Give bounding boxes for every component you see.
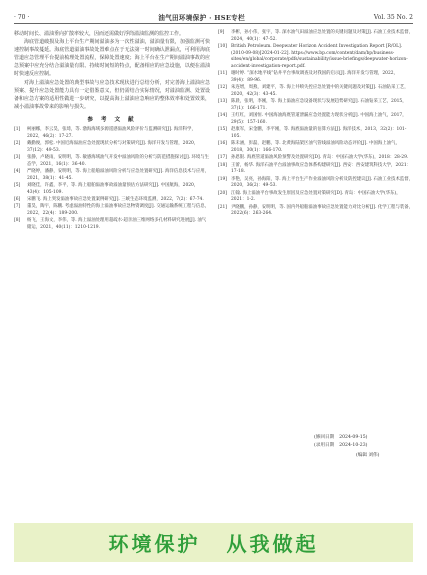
reference-item: [218, 141, 414, 154]
reference-item: [14, 183, 210, 196]
slogan-part-1: 环境保护: [108, 532, 201, 556]
slogan-text: [109, 528, 319, 557]
reference-number: [18]: [218, 162, 228, 168]
reference-text: 董昊，陶宇，陈鹏. 考虑溢油特性的海上溢油事故应急物资调度[J]. 交通运输系统工程与信息，2022，22(4)：189-200.: [27, 204, 210, 217]
reference-item: [14, 197, 210, 204]
reference-text: 杨飞，王海文，李伟，等. 海上溢油处理用超疏水-超亲油三维网络多孔材料研究进展[J]. 油气储运，2021，40(11)：1210-1219.: [27, 218, 207, 231]
reference-number: [11]: [218, 71, 228, 77]
reference-text: 江翰. 海上溢油平台事故发生原因及应急处置对策研究[D]. 青岛：中国石油大学(华东)，2021：1-2.: [231, 190, 401, 203]
page-number: · 70 ·: [14, 13, 30, 21]
accepted-date-value: 2024-10-23): [339, 443, 368, 448]
accepted-date: [314, 442, 367, 450]
reference-text: 李艳，吴亮，孙海阳，等. 海上平台生产作业溢油风险分析及防控建议[J]. 石油工业技术监督，2020，36(2)：49-53.: [231, 176, 414, 189]
revised-date: [314, 434, 367, 442]
reference-item: [218, 177, 414, 190]
body-paragraph: 海底管道破损及海上平台生产期间溢油多为一次性溢油，溢油量有限，加强监测可快速控制事故蔓延。海底管道溢油事故处置难点在于无法第一时间确认泄漏点，可利用海底管道应急管理平台提前梳理处置流程，保障处置速度；海上平台在生产期间溢油事故的应急预案中应充分结合溢油量有限、持续时间短的特点，配备相应的应急设施，以便在溢油时快速反应控制。: [14, 39, 210, 78]
reference-text: 柯丽娜，李云昊，张琦，等. 渤海海域多源遥感溢油风险评价与监测研究[J]. 海洋科学，2022，46(2)：17-27.: [27, 127, 196, 139]
reference-number: [12]: [218, 85, 228, 91]
right-column: [218, 30, 414, 219]
slogan-banner: [14, 523, 413, 562]
reference-number: [5]: [14, 183, 21, 189]
reference-number: [7]: [14, 204, 21, 210]
reference-text: 戴勤俊，郭松. 中国近海溢油应急处置现状分析与对策研究[J]. 海洋开发与管理，2020，37(12)：49-53.: [27, 141, 199, 153]
reference-item: [218, 30, 414, 43]
reference-text: 张静，卢晓雨，安明明，等. 敏感海域油气开发中溢油风险的分析与防范措施探讨[J]. 环境与生态学，2021，16(1)：36-40.: [27, 155, 210, 167]
reference-text: 刘晓佳，许鑫，李平，等. 海上船舶溢油事故溢油量预估方法研究[J]. 中国航海，2020，43(4)：105-109.: [27, 183, 199, 195]
reference-item: [218, 113, 414, 126]
reference-item: [14, 169, 210, 182]
reference-list-left: [14, 127, 210, 232]
slogan-part-2: 从我做起: [226, 532, 319, 556]
reference-item: [218, 191, 414, 204]
body-paragraph: 移动时间长、溢油垂向扩散率较大，因而还需做好浮筒溢油监测的监控工作。: [14, 31, 185, 37]
reference-number: [6]: [14, 197, 21, 203]
reference-item: [14, 155, 210, 168]
reference-number: [10]: [218, 44, 228, 49]
references-heading: 参 考 文 献: [87, 116, 137, 123]
reference-text: 赵康军，宋金鹏，李平刚，等. 海底溢油量的估算方法[J]. 海洋技术，2013，32(2)：101-105.: [231, 127, 407, 140]
left-column: [14, 30, 210, 232]
reference-item: [218, 71, 414, 84]
reference-number: [20]: [218, 190, 228, 196]
reference-number: [17]: [218, 155, 228, 161]
reference-number: [21]: [218, 204, 228, 210]
reference-text: 陈未涵，彭磊，赵鹏，等. 北黄海陆架区油气管线溢油风险动态评价[J]. 中国海上油气，2018，30(1)：166-170.: [231, 141, 400, 154]
reference-text: 谢时婷. “深水地平线”钻井平台事故调查及对我国的启示[J]. 海洋开发与管理，2022，39(4)：89-96.: [231, 71, 398, 84]
reference-item: [218, 163, 414, 176]
reference-item: [218, 85, 414, 98]
reference-text: 宋鹏飞. 海上突发溢油事故应急处置案例研究[J]. 三峡生态环境监测，2022，7(2)：67-74.: [27, 197, 204, 203]
revised-date-value: 2024-09-15): [339, 435, 368, 440]
reference-text: 尹晓鹏，孙静，安明明，等. 国内外船舶溢油事故应急处置能力对比分析[J]. 化学工程与装备，2022(6)：263-264.: [231, 204, 414, 217]
reference-item: [14, 127, 210, 140]
reference-text: 严晓婷，潘静，安明明，等. 海上船舶溢油风险分析与应急处置研究[J]. 海洋信息技术与应用，2021，38(1)：41-45.: [27, 169, 210, 181]
reference-text: 王蕾，杨华. 海洋石油平台溢油事故应急体系构建研究[J]. 西安：西安建筑科技大学，2021：17-18.: [231, 162, 412, 175]
reference-item: [218, 99, 414, 112]
reference-number: [16]: [218, 141, 228, 147]
reference-item: [14, 141, 210, 154]
issue-info: Vol. 35 No. 2: [373, 13, 413, 21]
reference-number: [3]: [14, 155, 21, 161]
reference-number: [14]: [218, 113, 228, 119]
reference-text: British Petroleum. Deepwater Horizon Accident Investigation Report [R/OL]. (2010-09-08)[2024-01-22]. https://www.bp.com/content/dam/bp/business-sites/en/global/corporate/pdfs/sustainability/issue-briefings/deepwater-horizon-accident-investigation-report.pdf.: [231, 44, 408, 70]
submission-dates: [314, 434, 367, 450]
revised-date-label: (修回日期: [314, 435, 335, 440]
reference-text: 孙恩银. 海底管道溢油风险预警及处置研究[D]. 青岛：中国石油大学(华东)，2018：28-29.: [231, 155, 409, 161]
reference-item: [14, 204, 210, 217]
header-divider: [14, 23, 413, 24]
reference-text: 李彬，孙小伟，张宇，等. 深水油气田溢油应急处置的关键问题及对策[J]. 石油工业技术监督，2024，40(1)：47-52.: [231, 30, 414, 42]
journal-title: 油气田环境保护 · HSE专栏: [158, 14, 245, 22]
reference-item: [218, 127, 414, 140]
page-header: [14, 10, 413, 24]
reference-number: [8]: [14, 218, 21, 224]
reference-number: [1]: [14, 127, 21, 133]
reference-item: [218, 44, 414, 71]
reference-text: 王红红，刘国恒. 中国海油海底管道泄漏应急处置能力现状分析[J]. 中国海上油气，2017，29(5)：157-160.: [231, 113, 407, 126]
reference-number: [19]: [218, 176, 228, 182]
reference-item: [218, 205, 414, 218]
reference-item: [218, 155, 414, 162]
reference-text: 朱连增，周燕，刘建平，等. 海上井喷失控应急处置中的关键问题及对策[J]. 石油钻采工艺，2020，42(3)：43-45.: [231, 85, 409, 98]
reference-number: [13]: [218, 99, 228, 105]
body-paragraph: 对海上溢油应急处置的典型事故与应急技术现状进行总结分析，对完善海上溢油应急预案、提升应急处置能力具有一定借鉴意义，但仍需结合实际情况，对溢油监测、处置设备和应急方案的适用性做进一步研究，以提高海上溢油应急响应的整体效率和处置效果，减小溢油事故带来的影响与损失。: [14, 79, 210, 110]
reference-item: [14, 218, 210, 231]
reference-number: [4]: [14, 169, 21, 175]
reference-number: [9]: [218, 30, 225, 35]
accepted-date-label: (录用日期: [314, 443, 335, 448]
reference-text: 陈晨，张明，李刚，等. 海上溢油应急设备现状与发展趋势研究[J]. 石油钻采工艺，2015，37(1)：166-171.: [231, 99, 407, 112]
reference-number: [15]: [218, 127, 228, 133]
editor-credit: (编辑 刘伟): [356, 453, 380, 458]
reference-number: [2]: [14, 141, 21, 147]
reference-list-right: [218, 30, 414, 218]
